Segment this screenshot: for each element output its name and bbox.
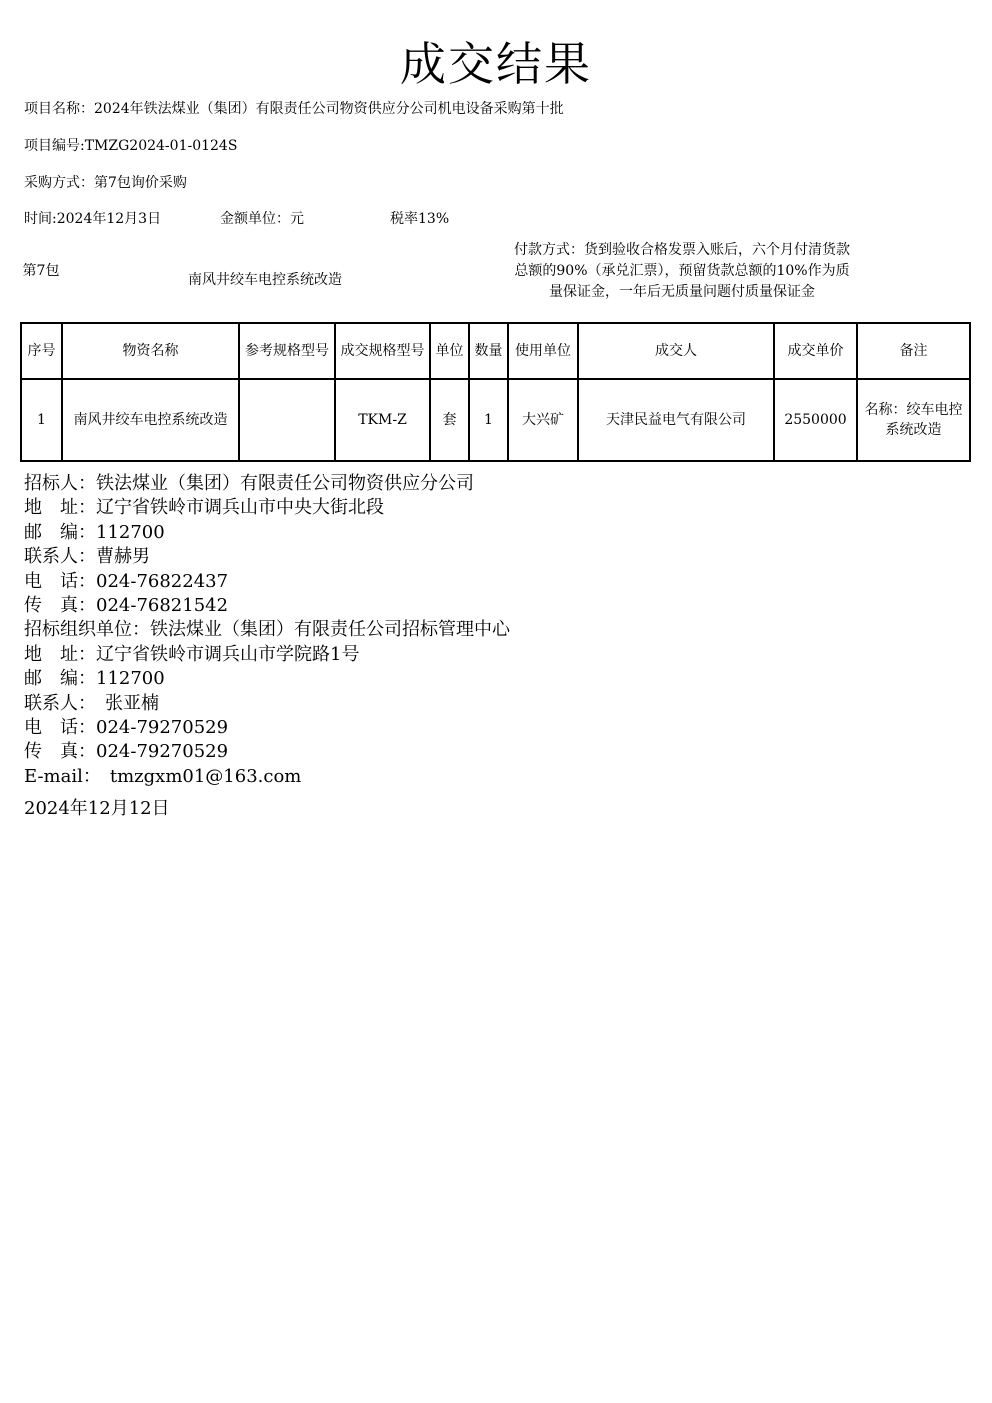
agency-fax: 传 真：024-79270529 (24, 741, 229, 763)
agency: 招标组织单位：铁法煤业（集团）有限责任公司招标管理中心 (24, 619, 510, 641)
table-row (21, 379, 970, 461)
agency-address: 地 址：辽宁省铁岭市调兵山市学院路1号 (24, 643, 360, 665)
contact-block (24, 472, 510, 789)
procurement-method: 采购方式：第7包询价采购 (24, 175, 187, 191)
tenderer-address: 地 址：辽宁省铁岭市调兵山市中央大街北段 (24, 497, 384, 519)
table-header-row (21, 323, 970, 379)
tenderer-contact: 联系人：曹赫男 (24, 546, 150, 568)
header-cell: 备注 (857, 323, 970, 379)
tenderer-postcode: 邮 编：112700 (24, 521, 165, 543)
header-cell: 使用单位 (508, 323, 578, 379)
agency-postcode: 邮 编：112700 (24, 668, 165, 690)
table-cell: TKM-Z (335, 379, 430, 461)
table-cell: 1 (21, 379, 62, 461)
table-cell: 大兴矿 (508, 379, 578, 461)
agency-email: E-mail： tmzgxm01@163.com (24, 765, 302, 787)
time: 时间:2024年12月3日 (24, 211, 162, 227)
payment-terms: 付款方式：货到验收合格发票入账后，六个月付清货款总额的90%（承兑汇票），预留货款总额的10%作为质量保证金，一年后无质量问题付质量保证金 (514, 242, 850, 300)
project-name: 项目名称：2024年铁法煤业（集团）有限责任公司物资供应分公司机电设备采购第十批 (24, 101, 564, 117)
header-cell: 参考规格型号 (239, 323, 335, 379)
project-number: 项目编号:TMZG2024-01-0124S (24, 138, 238, 154)
header-cell: 成交人 (578, 323, 774, 379)
header-cell: 成交单价 (774, 323, 857, 379)
table-cell: 南风井绞车电控系统改造 (62, 379, 239, 461)
tax-rate: 税率13% (390, 211, 450, 227)
table-cell: 1 (469, 379, 508, 461)
package-name: 南风井绞车电控系统改造 (188, 272, 342, 288)
currency-unit: 金额单位：元 (220, 211, 304, 227)
header-cell: 序号 (21, 323, 62, 379)
table-cell: 2550000 (774, 379, 857, 461)
header-cell: 数量 (469, 323, 508, 379)
tenderer: 招标人：铁法煤业（集团）有限责任公司物资供应分公司 (24, 473, 474, 494)
header-cell: 成交规格型号 (335, 323, 430, 379)
header-cell: 物资名称 (62, 323, 239, 379)
result-table (20, 322, 971, 462)
table-cell: 套 (430, 379, 469, 461)
header-cell: 单位 (430, 323, 469, 379)
package-label: 第7包 (22, 263, 60, 279)
meta-line (24, 209, 449, 229)
page-title: 成交结果 (400, 37, 592, 91)
agency-contact: 联系人： 张亚楠 (24, 692, 159, 714)
table-cell: 名称：绞车电控系统改造 (857, 379, 970, 461)
issue-date: 2024年12月12日 (24, 798, 170, 819)
agency-phone: 电 话：024-79270529 (24, 717, 229, 739)
tenderer-phone: 电 话：024-76822437 (24, 570, 229, 592)
table-cell: 天津民益电气有限公司 (578, 379, 774, 461)
tenderer-fax: 传 真：024-76821542 (24, 595, 229, 617)
table-cell (239, 379, 335, 461)
